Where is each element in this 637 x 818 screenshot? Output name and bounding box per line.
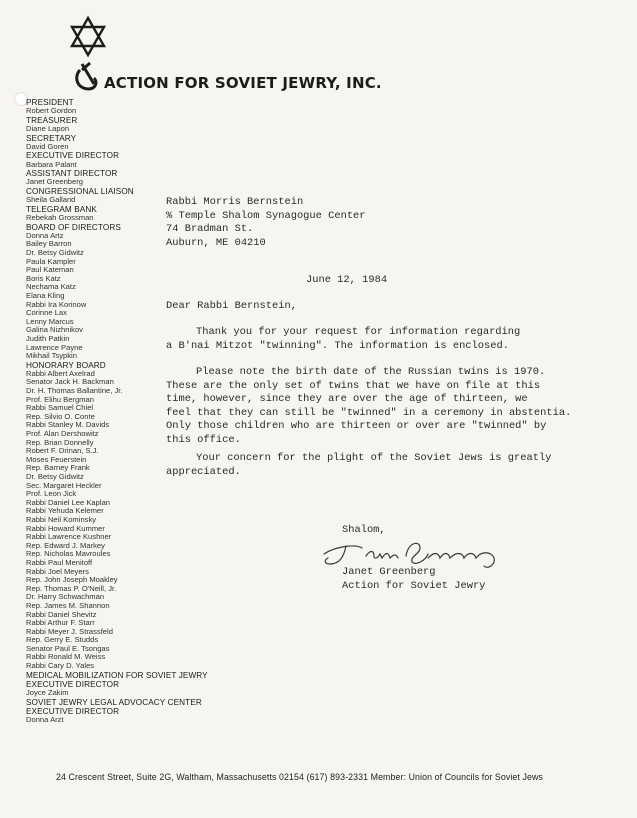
roster-name: Rabbi Cary D. Yales [26, 661, 95, 671]
roster-heading: EXECUTIVE DIRECTOR [26, 151, 120, 161]
roster-name: Dr. H. Thomas Ballantine, Jr. [26, 386, 123, 396]
roster-name: Sec. Margaret Heckler [26, 480, 102, 490]
paragraph-line: Only those children who are thirteen or over are "twinned" by [166, 420, 547, 433]
roster-name: David Goren [26, 141, 69, 151]
paragraph-line: Your concern for the plight of the Soviet Jews is greatly [196, 452, 552, 464]
roster-name: Lawrence Payne [26, 342, 83, 352]
paragraph-line: Please note the birth date of the Russian twins is 1970. [196, 366, 546, 378]
roster-name: Rep. Brian Donnelly [26, 437, 94, 447]
roster-name: Rabbi Albert Axelrad [26, 368, 95, 378]
signer-organization: Action for Soviet Jewry [342, 580, 486, 592]
roster-name: Corinne Lax [26, 308, 67, 318]
roster-name: Donna Arzt [26, 715, 64, 725]
organization-name: ACTION FOR SOVIET JEWRY, INC. [104, 74, 382, 92]
roster-name: Rep. Silvio O. Conte [26, 411, 95, 421]
paragraph [166, 452, 606, 479]
roster-name: Galina Nizhnikov [26, 325, 83, 335]
roster-name: Paula Kampler [26, 256, 76, 266]
roster-name: Lenny Marcus [26, 316, 74, 326]
roster-name: Diane Lapon [26, 124, 70, 133]
paragraph-line: These are the only set of twins that we have on file at this [166, 379, 541, 392]
roster-name: Mikhail Tsypkin [26, 351, 77, 361]
roster-name: Nechama Katz [26, 282, 76, 292]
roster-name: Prof. Alan Dershowitz [26, 429, 99, 439]
recipient-address [166, 196, 606, 250]
paragraph [166, 366, 606, 448]
roster-name: Donna Artz [26, 230, 64, 240]
roster-name: Rep. James M. Shannon [26, 600, 110, 610]
closing: Shalom, [342, 524, 386, 536]
roster-heading: EXECUTIVE DIRECTOR [26, 679, 120, 689]
roster-name: Rep. Barney Frank [26, 463, 90, 473]
roster-name: Elana Kling [26, 290, 65, 300]
roster-heading: PRESIDENT [26, 98, 74, 107]
roster-name: Dr. Betsy Gidwitz [26, 247, 84, 257]
roster-name: Rep. Nicholas Mavroules [26, 549, 111, 559]
roster-name: Rabbi Daniel Shevitz [26, 609, 97, 619]
roster-heading: BOARD OF DIRECTORS [26, 222, 121, 232]
roster-name: Rabbi Stanley M. Davids [26, 420, 110, 430]
letter-body [166, 196, 606, 592]
paragraph-line: appreciated. [166, 465, 241, 478]
salutation: Dear Rabbi Bernstein, [166, 300, 297, 312]
paragraph-line: feel that they can still be "twinned" in a ceremony in abstentia. [166, 406, 572, 419]
address-line: % Temple Shalom Synagogue Center [166, 209, 366, 222]
roster-name: Robert F. Drinan, S.J. [26, 446, 99, 456]
roster-name: Senator Paul E. Tsongas [26, 643, 110, 653]
roster-name: Rabbi Daniel Lee Kaplan [26, 497, 111, 507]
roster-name: Prof. Leon Jick [26, 489, 77, 499]
roster-name: Rabbi Neil Kominsky [26, 514, 97, 524]
paragraph-line: Thank you for your request for information regarding [196, 326, 521, 338]
roster-name: Rep. Gerry E. Studds [26, 635, 99, 645]
roster-name: Rabbi Ira Korinow [26, 299, 87, 309]
signer-name: Janet Greenberg [342, 566, 436, 578]
roster-name: Janet Greenberg [26, 177, 83, 187]
roster-name: Boris Katz [26, 273, 61, 283]
roster-name: Robert Gordon [26, 106, 77, 116]
address-line: Auburn, ME 04210 [166, 236, 266, 249]
paragraph [166, 326, 606, 353]
roster-name: Judith Patkin [26, 333, 70, 343]
roster-name: Moses Feuerstein [26, 454, 87, 464]
roster-heading: TREASURER [26, 115, 78, 125]
roster-name: Sheila Galland [26, 195, 76, 205]
roster-name: Rabbi Lawrence Kushner [26, 532, 112, 542]
letterhead-footer: 24 Crescent Street, Suite 2G, Waltham, Massachusetts 02154 (617) 893-2331 Member: Union of Councils for Soviet Jews [56, 772, 543, 782]
roster-heading: EXECUTIVE DIRECTOR [26, 706, 120, 716]
roster-heading: MEDICAL MOBILIZATION FOR SOVIET JEWRY [26, 670, 208, 680]
roster-name: Rep. Thomas P. O'Neill, Jr. [26, 583, 117, 593]
roster-name: Prof. Elihu Bergman [26, 394, 94, 404]
roster-name: Rabbi Ronald M. Weiss [26, 652, 106, 662]
roster-name: Rabbi Paul Menitoff [26, 557, 93, 567]
roster-name: Rebekah Grossman [26, 212, 94, 222]
roster-heading: HONORARY BOARD [26, 360, 106, 370]
roster-name: Dr. Betsy Gidwitz [26, 472, 84, 482]
roster-name: Rep. Edward J. Markey [26, 540, 105, 550]
roster-heading: TELEGRAM BANK [26, 204, 97, 214]
roster-name: Dr. Harry Schwachman [26, 592, 105, 602]
roster-name: Rabbi Arthur F. Starr [26, 618, 95, 628]
roster-name: Joyce Zakim [26, 688, 69, 698]
roster-heading: CONGRESSIONAL LIAISON [26, 186, 134, 196]
letter-date: June 12, 1984 [306, 274, 388, 286]
roster-name: Rabbi Joel Meyers [26, 566, 89, 576]
roster-name: Barbara Palant [26, 159, 77, 169]
paragraph-line: time, however, since they are over the age of thirteen, we [166, 393, 528, 406]
roster-name: Rep. John Joseph Moakley [26, 575, 118, 585]
address-line: 74 Bradman St. [166, 223, 254, 236]
roster-name: Bailey Barron [26, 239, 72, 249]
roster-name: Rabbi Howard Kummer [26, 523, 105, 533]
roster-name: Rabbi Samuel Chiel [26, 403, 94, 413]
roster-name: Rabbi Meyer J. Strassfeld [26, 626, 113, 636]
paragraph-line: a B'nai Mitzot "twinning". The information is enclosed. [166, 339, 509, 352]
roster-heading: ASSISTANT DIRECTOR [26, 169, 118, 179]
roster-name: Paul Kateman [26, 265, 74, 275]
address-line: Rabbi Morris Bernstein [166, 196, 304, 208]
paragraph-line: this office. [166, 433, 241, 446]
roster-heading: SOVIET JEWRY LEGAL ADVOCACY CENTER [26, 697, 202, 707]
roster-name: Senator Jack H. Backman [26, 377, 114, 387]
roster-heading: SECRETARY [26, 133, 77, 143]
roster-name: Rabbi Yehuda Kelemer [26, 506, 104, 516]
